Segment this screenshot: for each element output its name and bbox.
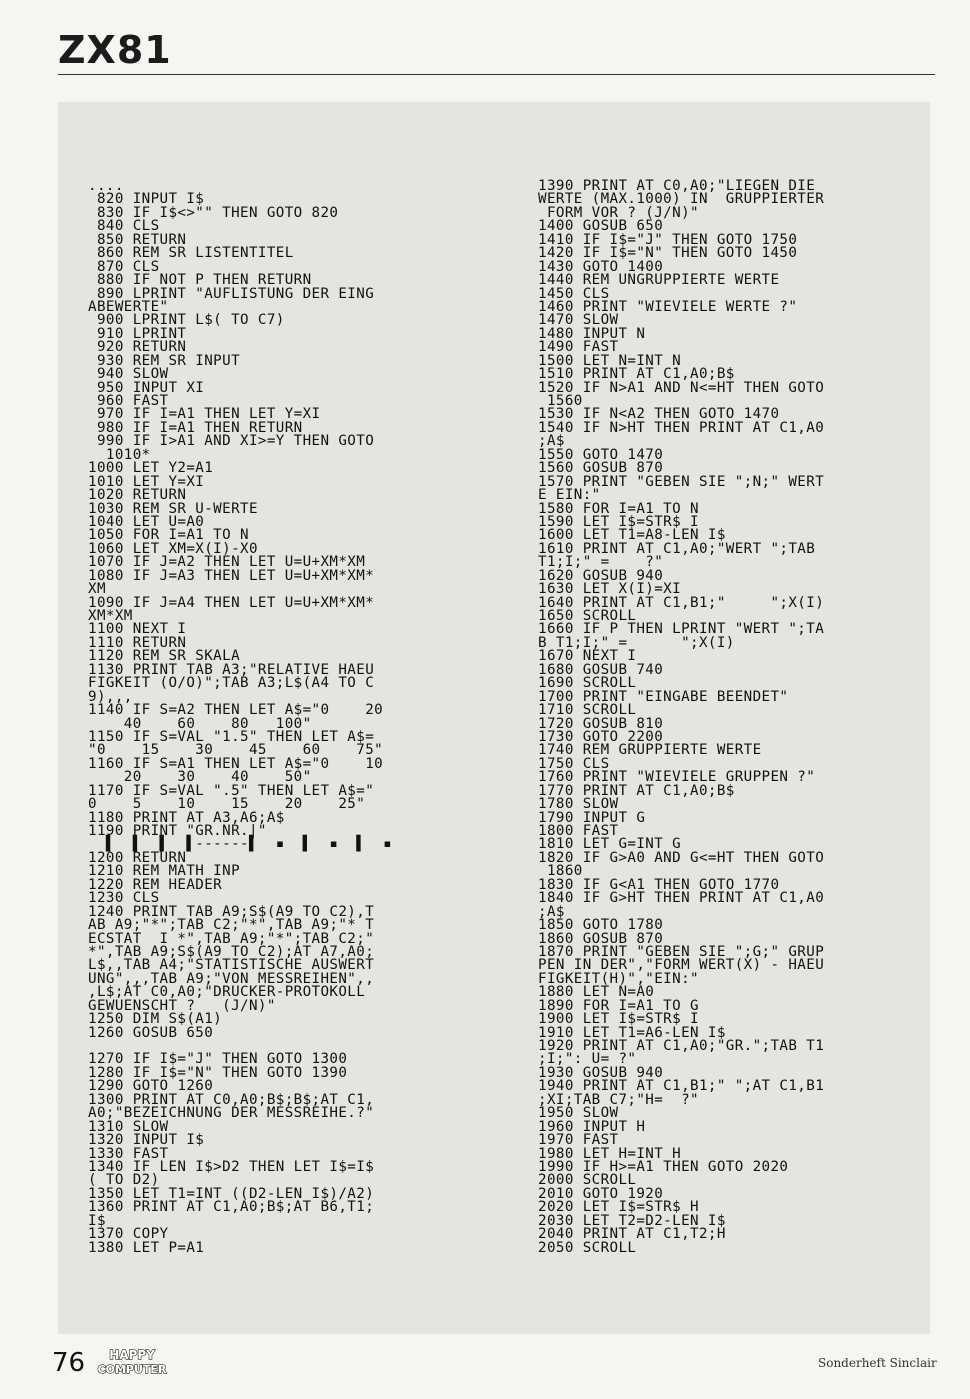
code-line: 1610 PRINT AT C1,A0;"WERT ";TAB (538, 540, 816, 557)
code-line: 1990 IF H>=A1 THEN GOTO 2020 (538, 1158, 789, 1175)
code-line: 1380 LET P=A1 (88, 1239, 205, 1256)
code-line: 880 IF NOT P THEN RETURN (88, 272, 312, 289)
code-line: 1730 GOTO 2200 (538, 728, 664, 745)
code-line: 1660 IF P THEN LPRINT "WERT ";TA (538, 621, 825, 638)
code-line: 40 60 80 100" (88, 715, 312, 732)
code-line: 1510 PRINT AT C1,A0;B$ (538, 366, 735, 383)
code-line: 1180 PRINT AT A3,A6;A$ (88, 809, 285, 826)
code-line: 1520 IF N>A1 AND N<=HT THEN GOTO (538, 379, 825, 396)
code-line: ( TO D2) (88, 1172, 160, 1189)
code-line: 1250 DIM S$(A1) (88, 1011, 223, 1028)
code-line: 970 IF I=A1 THEN LET Y=XI (88, 406, 321, 423)
code-line: 1830 IF G<A1 THEN GOTO 1770 (538, 876, 780, 893)
code-line: E EIN:" (538, 487, 601, 504)
code-line: 1480 INPUT N (538, 325, 646, 342)
code-line: 1790 INPUT G (538, 809, 646, 826)
happy-computer-logo (92, 1345, 172, 1379)
code-line: ;A$ (538, 903, 565, 920)
logo-line-2: COMPUTER (97, 1363, 167, 1376)
code-line: 1260 GOSUB 650 (88, 1024, 214, 1041)
code-line: 1100 NEXT I (88, 621, 187, 638)
code-line: 0 5 10 15 20 25" (88, 796, 366, 813)
code-line: 1650 SCROLL (538, 608, 637, 624)
code-line: 1690 SCROLL (538, 675, 637, 692)
code-line: 820 INPUT I$ (88, 191, 205, 208)
code-line: 1580 FOR I=A1 TO N (538, 500, 699, 517)
code-line: 1970 FAST (538, 1132, 619, 1149)
code-line: ,L$;AT C0,A0;"DRUCKER-PROTOKOLL (88, 984, 366, 1001)
code-line: 990 IF I>A1 AND XI>=Y THEN GOTO (88, 433, 375, 450)
code-line: 1490 FAST (538, 339, 619, 356)
code-line: 1450 CLS (538, 285, 610, 302)
code-line: GEWUENSCHT ? (J/N)" (88, 997, 276, 1014)
code-line: 1300 PRINT AT C0,A0;B$;B$;AT C1, (88, 1091, 375, 1108)
code-line: 870 CLS (88, 258, 160, 275)
code-line: 1420 IF I$="N" THEN GOTO 1450 (538, 245, 798, 262)
code-line: ;XI;TAB C7;"H= ?" (538, 1091, 699, 1108)
header-divider (58, 74, 935, 75)
code-line: 2010 GOTO 1920 (538, 1185, 664, 1202)
code-line: ▌ ▌ ▌ ▌------▌ ▪ ▌ ▪ ▌ ▪ (88, 836, 393, 853)
code-line: 860 REM SR LISTENTITEL (88, 245, 294, 262)
code-line: FIGKEIT (O/O)";TAB A3;L$(A4 TO C (88, 675, 375, 692)
code-line: FORM VOR ? (J/N)" (538, 204, 699, 221)
code-line: UNG",,,TAB A9;"VON MESSREIHEN",, (88, 970, 375, 987)
code-line: *",TAB A9;S$(A9 TO C2);AT A7,A0; (88, 943, 375, 960)
code-line: 1140 IF S=A2 THEN LET A$="0 20 (88, 702, 384, 719)
listing-column-right (538, 180, 824, 1255)
code-line: 980 IF I=A1 THEN RETURN (88, 419, 303, 436)
code-line: 20 30 40 50" (88, 769, 312, 786)
code-line: 1840 IF G>HT THEN PRINT AT C1,A0 (538, 890, 825, 907)
code-line: 1220 REM HEADER (88, 876, 223, 893)
code-line: 1370 COPY (88, 1226, 169, 1243)
code-line: 960 FAST (88, 393, 169, 409)
code-line: B T1;I;" = ";X(I) (538, 634, 735, 651)
code-line: 930 REM SR INPUT (88, 352, 241, 369)
code-line: 1280 IF I$="N" THEN GOTO 1390 (88, 1064, 348, 1081)
code-line: 890 LPRINT "AUFLISTUNG DER EING (88, 285, 375, 302)
code-line: 1920 PRINT AT C1,A0;"GR.";TAB T1 (538, 1038, 825, 1054)
code-line: 840 CLS (88, 218, 160, 235)
code-line: 1900 LET I$=STR$ I (538, 1011, 699, 1028)
code-line: 1460 PRINT "WIEVIELE WERTE ?" (538, 298, 798, 315)
code-line: 1540 IF N>HT THEN PRINT AT C1,A0 (538, 419, 825, 436)
code-line: 1620 GOSUB 940 (538, 567, 664, 584)
code-line: 1950 SLOW (538, 1105, 619, 1122)
code-line: 1290 GOTO 1260 (88, 1078, 214, 1095)
code-line: 1030 REM SR U-WERTE (88, 500, 258, 517)
code-line: 1160 IF S=A1 THEN LET A$="0 10 (88, 755, 384, 772)
code-line: 940 SLOW (88, 366, 169, 383)
code-line: 1860 GOSUB 870 (538, 930, 664, 947)
code-line: 1810 LET G=INT G (538, 836, 682, 853)
code-line: ;A$ (538, 433, 565, 450)
code-line: ECSTAT I *",TAB A9;"*";TAB C2;" (88, 930, 375, 947)
code-line: 1090 IF J=A4 THEN LET U=U+XM*XM* (88, 594, 375, 611)
code-line: 1780 SLOW (538, 796, 619, 813)
code-line: 1530 IF N<A2 THEN GOTO 1470 (538, 406, 780, 423)
code-line: 1170 IF S=VAL ".5" THEN LET A$=" (88, 782, 375, 799)
code-line: 1310 SLOW (88, 1118, 169, 1135)
code-line: 1770 PRINT AT C1,A0;B$ (538, 782, 735, 799)
code-line: 910 LPRINT (88, 325, 187, 342)
code-line: "0 15 30 45 60 75" (88, 742, 384, 759)
code-line: .... (88, 178, 124, 194)
code-line: PEN IN DER","FORM WERT(X) - HAEU (538, 957, 825, 974)
code-line: 1340 IF LEN I$>D2 THEN LET I$=I$ (88, 1158, 375, 1175)
code-line: 1800 FAST (538, 823, 619, 839)
code-line: 1350 LET T1=INT ((D2-LEN I$)/A2) (88, 1185, 375, 1202)
code-line: 1500 LET N=INT N (538, 352, 682, 369)
code-line: 1760 PRINT "WIEVIELE GRUPPEN ?" (538, 769, 816, 786)
code-line: 900 LPRINT L$( TO C7) (88, 312, 285, 329)
code-line: 1080 IF J=A3 THEN LET U=U+XM*XM* (88, 567, 375, 584)
code-line: 1040 LET U=A0 (88, 513, 205, 530)
code-line: 1740 REM GRUPPIERTE WERTE (538, 742, 762, 759)
code-line: 1230 CLS (88, 890, 160, 907)
code-line: AB A9;"*";TAB C2;"*",TAB A9;"* T (88, 917, 375, 934)
code-line: 1590 LET I$=STR$ I (538, 513, 699, 530)
code-line: 1910 LET T1=A6-LEN I$ (538, 1024, 726, 1041)
listing-column-left (88, 180, 392, 1255)
code-line: 1570 PRINT "GEBEN SIE ";N;" WERT (538, 473, 825, 490)
code-line: 1430 GOTO 1400 (538, 258, 664, 275)
code-line: WERTE (MAX.1000) IN GRUPPIERTER (538, 191, 825, 208)
code-line: XM (88, 581, 106, 598)
code-line: 1710 SCROLL (538, 702, 637, 719)
code-line: 1550 GOTO 1470 (538, 446, 664, 463)
code-line: 1390 PRINT AT C0,A0;"LIEGEN DIE (538, 178, 816, 194)
code-line: 1330 FAST (88, 1145, 169, 1162)
code-line: 1820 IF G>A0 AND G<=HT THEN GOTO (538, 849, 825, 866)
code-line: 1630 LET X(I)=XI (538, 581, 682, 598)
code-line: ABEWERTE" (88, 298, 169, 315)
code-line: 1720 GOSUB 810 (538, 715, 664, 732)
code-line: 1670 NEXT I (538, 648, 637, 665)
publication-name: Sonderheft Sinclair (818, 1356, 937, 1370)
code-line: 1110 RETURN (88, 634, 187, 651)
code-line: 1190 PRINT "GR.NR.|" (88, 823, 267, 839)
code-line: 1240 PRINT TAB A9;S$(A9 TO C2),T (88, 903, 375, 920)
code-line: 1890 FOR I=A1 TO G (538, 997, 699, 1014)
code-line: 1000 LET Y2=A1 (88, 460, 214, 477)
code-line: 1600 LET T1=A8-LEN I$ (538, 527, 726, 544)
code-line: 1210 REM MATH INP (88, 863, 241, 880)
code-line: 1010* (88, 446, 151, 463)
code-line: 1560 (538, 393, 583, 409)
code-line: 1410 IF I$="J" THEN GOTO 1750 (538, 231, 798, 248)
code-line: 1020 RETURN (88, 487, 187, 504)
code-line: 1640 PRINT AT C1,B1;" ";X(I) (538, 594, 825, 611)
code-line: FIGKEIT(H)","EIN:" (538, 970, 699, 987)
logo-line-1: HAPPY (109, 1348, 155, 1362)
code-line: 1930 GOSUB 940 (538, 1064, 664, 1081)
code-line: 1940 PRINT AT C1,B1;" ";AT C1,B1 (538, 1078, 825, 1095)
code-line: 1010 LET Y=XI (88, 473, 205, 490)
page-title: ZX81 (58, 28, 172, 72)
code-line: 1120 REM SR SKALA (88, 648, 241, 665)
code-line: 1860 (538, 863, 583, 880)
code-line: 850 RETURN (88, 231, 187, 248)
code-line: 1880 LET N=A0 (538, 984, 655, 1001)
code-line: 9),,, (88, 688, 133, 705)
code-line: 1070 IF J=A2 THEN LET U=U+XM*XM (88, 554, 366, 571)
code-line: XM*XM (88, 608, 133, 624)
code-line: 2050 SCROLL (538, 1239, 637, 1256)
code-line: 1320 INPUT I$ (88, 1132, 205, 1149)
code-line: 1150 IF S=VAL "1.5" THEN LET A$= (88, 728, 375, 745)
code-line: 1680 GOSUB 740 (538, 661, 664, 678)
code-line: L$,,TAB A4;"STATISTISCHE AUSWERT (88, 957, 375, 974)
code-line: 2020 LET I$=STR$ H (538, 1199, 699, 1216)
code-line: 920 RETURN (88, 339, 187, 356)
code-line: ;I;": U= ?" (538, 1051, 637, 1068)
code-line: 830 IF I$<>"" THEN GOTO 820 (88, 204, 339, 221)
code-line: 2030 LET T2=D2-LEN I$ (538, 1212, 726, 1229)
code-line: 2000 SCROLL (538, 1172, 637, 1189)
code-line: T1;I;" = ?" (538, 554, 664, 571)
code-line: 1870 PRINT "GEBEN SIE ";G;" GRUP (538, 943, 825, 960)
code-line: 1850 GOTO 1780 (538, 917, 664, 934)
code-line: 1470 SLOW (538, 312, 619, 329)
code-line: 2040 PRINT AT C1,T2;H (538, 1226, 726, 1243)
code-line: 1700 PRINT "EINGABE BEENDET" (538, 688, 789, 705)
code-line: A0;"BEZEICHNUNG DER MESSREIHE.?" (88, 1105, 375, 1122)
page-number: 76 (52, 1348, 86, 1378)
code-line: 1960 INPUT H (538, 1118, 646, 1135)
code-line: 1360 PRINT AT C1,A0;B$;AT B6,T1; (88, 1199, 375, 1216)
code-line: 1050 FOR I=A1 TO N (88, 527, 249, 544)
code-line: 1130 PRINT TAB A3;"RELATIVE HAEU (88, 661, 375, 678)
code-line: 1060 LET XM=X(I)-X0 (88, 540, 258, 557)
code-line: I$ (88, 1212, 106, 1229)
code-line: 1400 GOSUB 650 (538, 218, 664, 235)
code-line: 1440 REM UNGRUPPIERTE WERTE (538, 272, 780, 289)
code-line: 1270 IF I$="J" THEN GOTO 1300 (88, 1051, 348, 1068)
code-line: 1200 RETURN (88, 849, 187, 866)
code-line: 1750 CLS (538, 755, 610, 772)
code-line: 1560 GOSUB 870 (538, 460, 664, 477)
code-line: 1980 LET H=INT H (538, 1145, 682, 1162)
code-line: 950 INPUT XI (88, 379, 205, 396)
